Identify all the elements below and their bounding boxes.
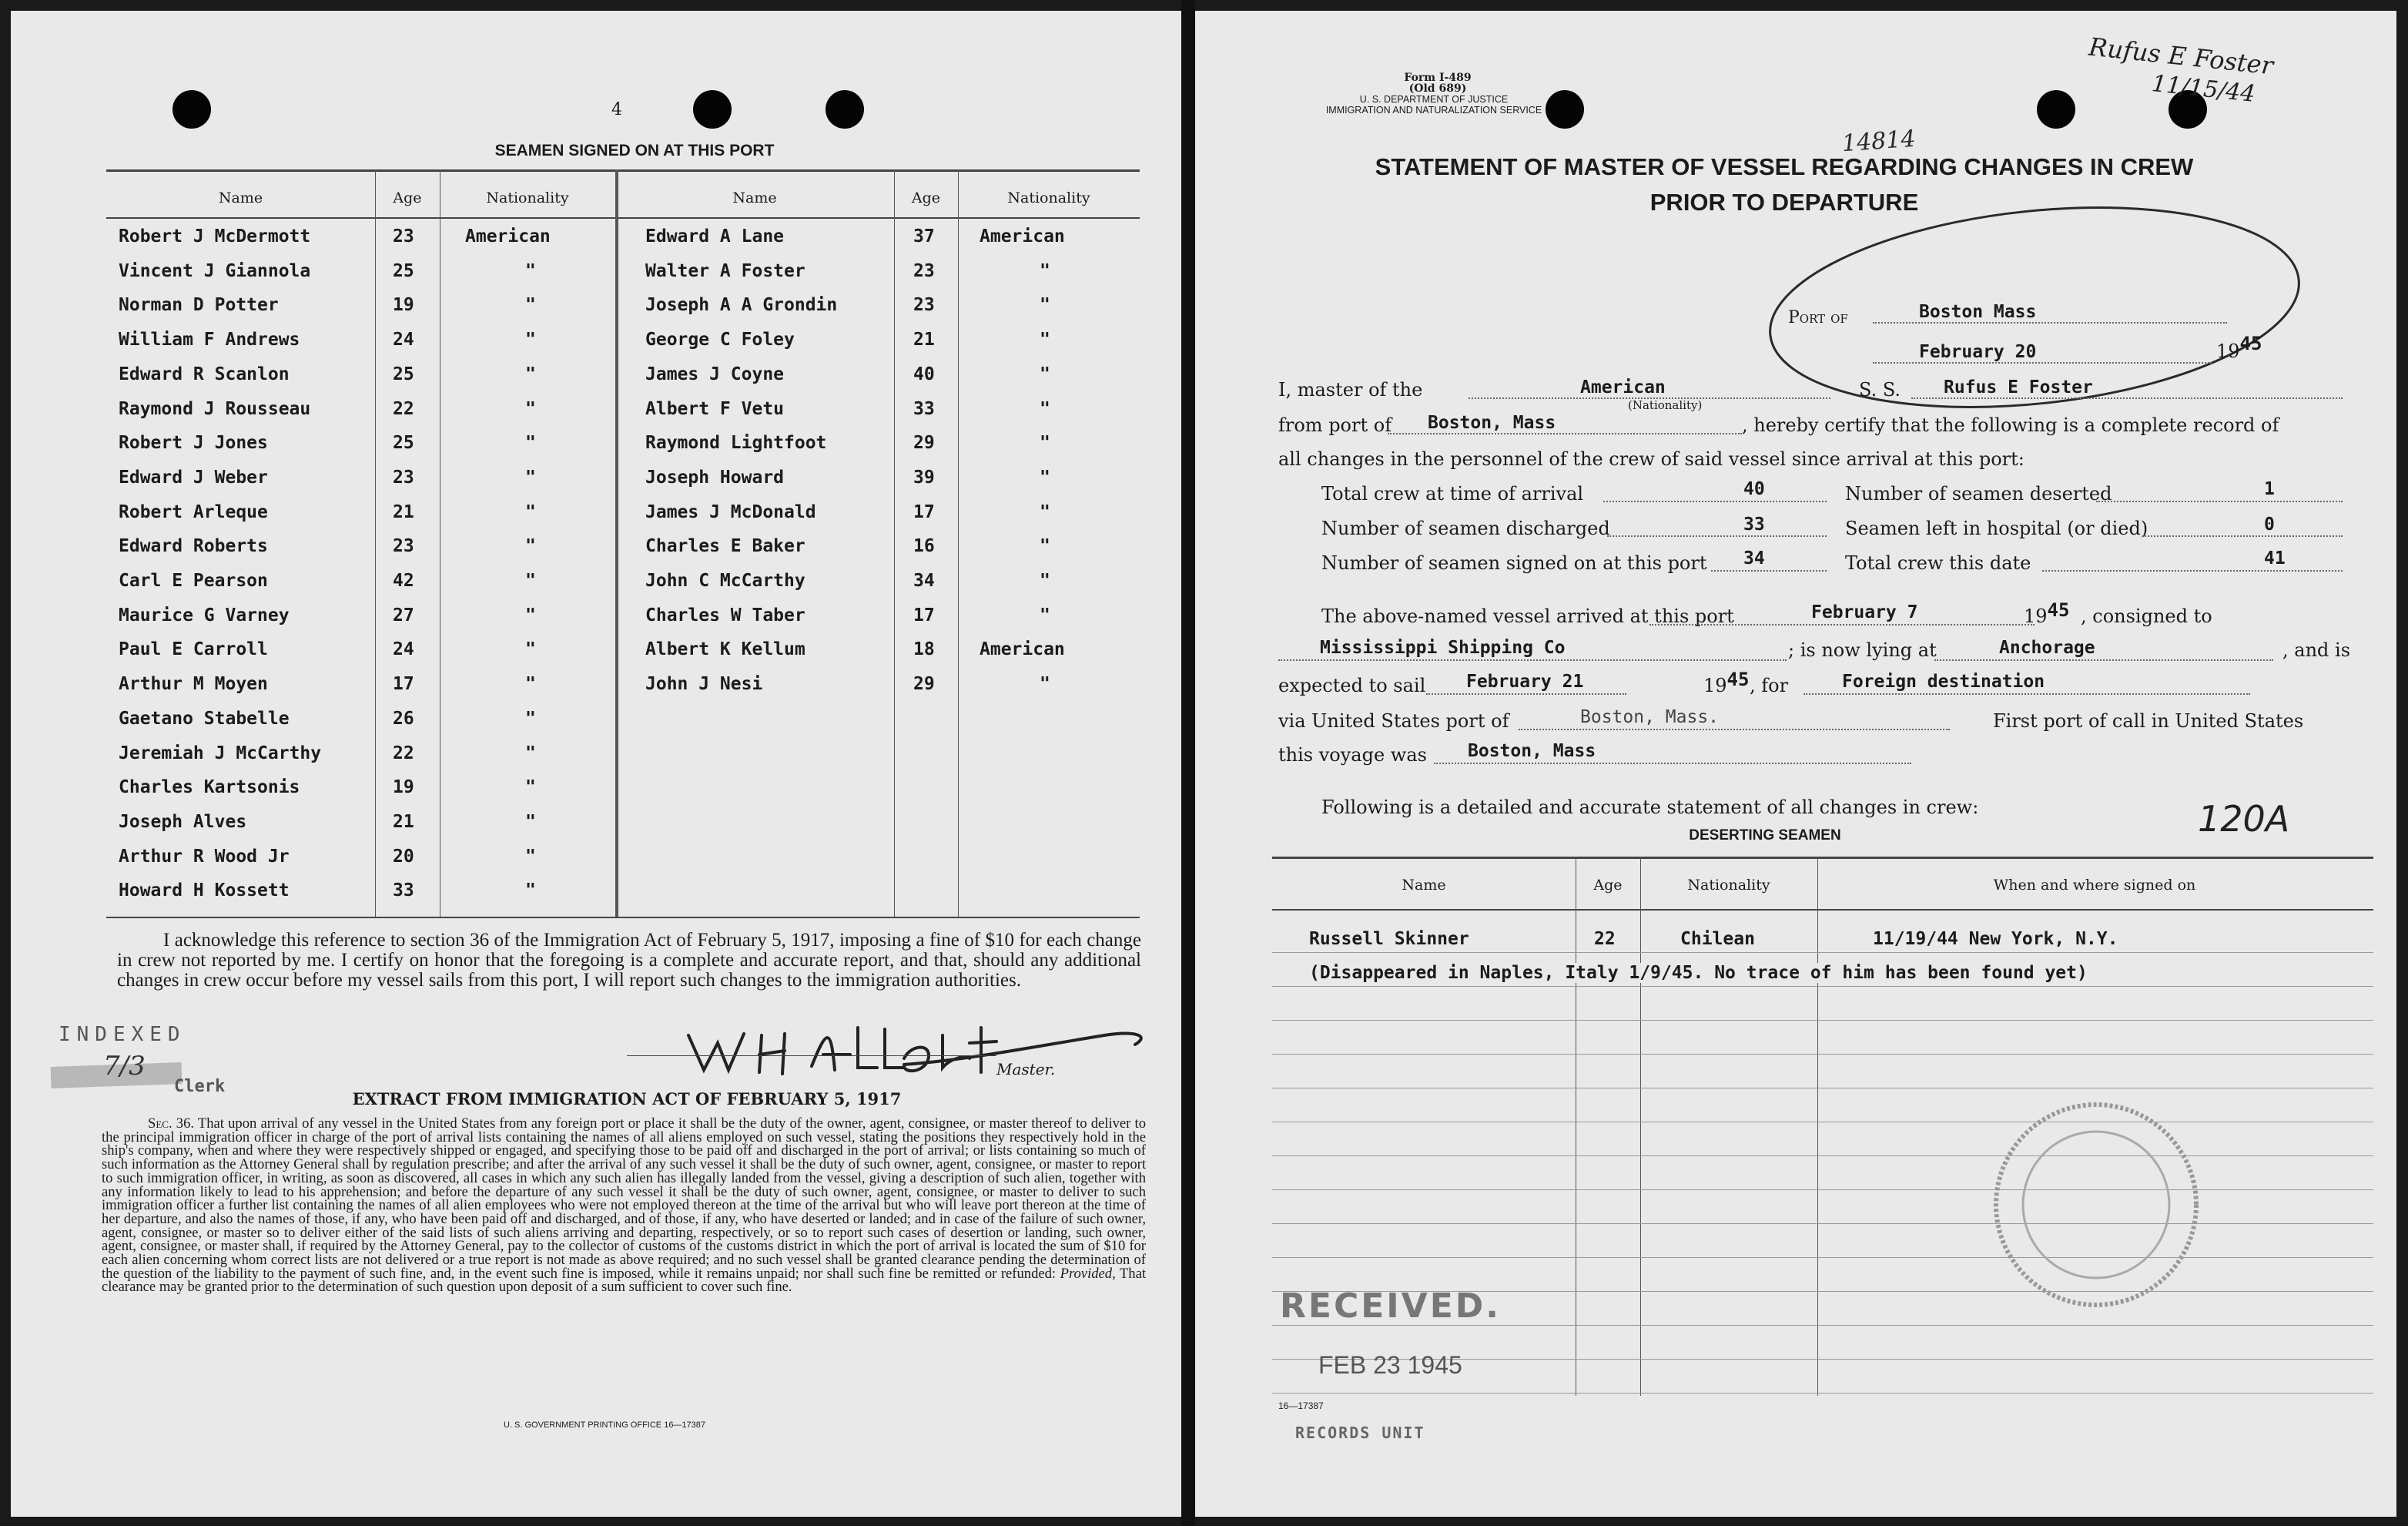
handwritten-vessel-note: Rufus E Foster	[2087, 32, 2275, 81]
seaman-age: 27	[393, 605, 414, 625]
desert-header-nationality: Nationality	[1687, 877, 1770, 894]
seaman-nationality: "	[525, 330, 536, 350]
year-prefix: 19	[2216, 340, 2240, 362]
seaman-name: Joseph Alves	[119, 811, 247, 832]
seaman-name: James J McDonald	[645, 501, 816, 522]
right-page	[1195, 11, 2396, 1517]
seaman-age: 29	[913, 674, 935, 695]
total-date-value: 41	[2264, 548, 2286, 568]
seaman-nationality: "	[1040, 398, 1050, 419]
seaman-nationality: "	[525, 571, 536, 591]
arrived-line	[1649, 624, 2035, 625]
seaman-name: Edward Roberts	[119, 536, 268, 557]
from-port-value: Boston, Mass	[1428, 413, 1556, 433]
lying-line	[1934, 659, 2273, 661]
seaman-nationality: "	[525, 398, 536, 419]
seaman-nationality: "	[1040, 364, 1050, 384]
seaman-nationality: "	[1040, 501, 1050, 522]
for-line	[1803, 693, 2250, 695]
seaman-age: 24	[393, 639, 414, 660]
total-arrival-label: Total crew at time of arrival	[1321, 483, 1584, 505]
col-divider-center	[615, 169, 618, 917]
dot-leader	[1607, 535, 1827, 537]
section-36-text	[102, 1117, 1146, 1294]
desert-age: 22	[1594, 929, 1616, 949]
year-suffix: 45	[2047, 599, 2070, 621]
dot-leader	[2142, 535, 2343, 537]
seaman-name: Robert J McDermott	[119, 226, 311, 247]
certify-text: , hereby certify that the following is a complete record of	[1742, 414, 2279, 436]
department: U. S. DEPARTMENT OF JUSTICE	[1359, 94, 1509, 105]
seaman-age: 23	[393, 536, 414, 557]
seaman-name: Albert F Vetu	[645, 398, 785, 419]
desert-row-rule	[1272, 986, 2373, 987]
date-value: February 20	[1919, 342, 2037, 362]
seaman-name: John C McCarthy	[645, 571, 805, 591]
seaman-nationality: American	[980, 226, 1065, 247]
seaman-age: 17	[913, 501, 935, 522]
col-divider	[958, 169, 959, 917]
punch-hole	[826, 90, 864, 129]
seaman-name: Robert Arleque	[119, 501, 268, 522]
port-of-label: Port of	[1788, 308, 1848, 327]
hospital-value: 0	[2264, 515, 2275, 535]
discharged-label: Number of seamen discharged	[1321, 518, 1610, 539]
initials-handwriting: 7/3	[103, 1051, 146, 1082]
seaman-nationality: "	[525, 433, 536, 454]
all-changes-text: all changes in the personnel of the crew of said vessel since arrival at this port:	[1278, 448, 2025, 470]
date-line	[1873, 362, 2212, 364]
department-heading	[1272, 94, 1596, 116]
desert-table-header-rule	[1272, 909, 2373, 911]
left-page	[11, 11, 1181, 1517]
seaman-age: 19	[393, 777, 414, 798]
seaman-name: Edward A Lane	[645, 226, 785, 247]
seaman-age: 21	[393, 501, 414, 522]
desert-row-rule	[1272, 1393, 2373, 1394]
seaman-age: 21	[913, 330, 935, 350]
col-divider	[894, 169, 895, 917]
seaman-age: 33	[913, 398, 935, 419]
seaman-age: 37	[913, 226, 935, 247]
seaman-age: 22	[393, 743, 414, 763]
seaman-nationality: "	[1040, 467, 1050, 488]
section-title: SEAMEN SIGNED ON AT THIS PORT	[494, 142, 775, 159]
deserted-label: Number of seamen deserted	[1845, 483, 2112, 505]
seaman-name: Paul E Carroll	[119, 639, 268, 660]
master-label: Master.	[996, 1060, 1056, 1078]
handwritten-code: 120A	[2198, 798, 2290, 840]
seaman-nationality: "	[525, 536, 536, 557]
desert-when: 11/19/44 New York, N.Y.	[1873, 929, 2118, 949]
year-prefix: 19	[2024, 605, 2048, 627]
seaman-name: John J Nesi	[645, 674, 763, 695]
nationality-value: American	[1580, 377, 1666, 397]
arrived-date: February 7	[1811, 602, 1918, 622]
seaman-age: 33	[393, 880, 414, 901]
seaman-name: Robert J Jones	[119, 433, 268, 454]
seaman-age: 22	[393, 398, 414, 419]
seaman-name: Edward R Scanlon	[119, 364, 290, 384]
col-divider	[1817, 857, 1818, 1396]
nationality-caption: (Nationality)	[1628, 398, 1703, 412]
via-value: Boston, Mass.	[1580, 707, 1720, 727]
received-date: FEB 23 1945	[1318, 1351, 1462, 1379]
seaman-name: Jeremiah J McCarthy	[119, 743, 322, 763]
printing-office: U. S. GOVERNMENT PRINTING OFFICE 16—17387	[504, 1420, 706, 1430]
hospital-label: Seamen left in hospital (or died)	[1845, 518, 2148, 539]
handwritten-date-note: 11/15/44	[2150, 70, 2257, 108]
desert-row-rule	[1272, 952, 2373, 953]
seaman-nationality: "	[1040, 295, 1050, 316]
seaman-nationality: "	[1040, 674, 1050, 695]
seaman-age: 23	[913, 260, 935, 281]
desert-table-top	[1272, 857, 2373, 859]
expected-year	[1703, 669, 1750, 696]
expected-line	[1426, 693, 1626, 695]
for-value: Foreign destination	[1842, 672, 2045, 692]
seaman-name: Joseph Howard	[645, 467, 785, 488]
seaman-name: James J Coyne	[645, 364, 785, 384]
col-divider	[375, 169, 376, 917]
signed-on-label: Number of seamen signed on at this port	[1321, 552, 1707, 574]
section-label: Sec. 36.	[148, 1115, 195, 1132]
date-year	[2216, 333, 2262, 362]
seaman-name: William F Andrews	[119, 330, 300, 350]
seaman-age: 23	[393, 226, 414, 247]
seaman-name: Carl E Pearson	[119, 571, 268, 591]
dot-leader	[1603, 501, 1827, 502]
seaman-age: 39	[913, 467, 935, 488]
voyage-line	[1434, 763, 1911, 764]
vessel-value: Rufus E Foster	[1944, 377, 2093, 397]
seaman-name: Charles W Taber	[645, 605, 805, 625]
via-label: via United States port of	[1278, 710, 1509, 732]
following-label: Following is a detailed and accurate statement of all changes in crew:	[1321, 797, 1979, 818]
form-id	[1315, 72, 1561, 94]
desert-note: (Disappeared in Naples, Italy 1/9/45. No trace of him has been found yet)	[1309, 963, 2088, 983]
seaman-nationality: "	[525, 295, 536, 316]
arrived-year	[2024, 599, 2070, 627]
seaman-nationality: "	[525, 846, 536, 867]
desert-header-name: Name	[1402, 877, 1446, 894]
dot-leader	[2042, 570, 2343, 572]
seaman-nationality: "	[525, 364, 536, 384]
seaman-nationality: "	[525, 880, 536, 901]
seaman-name: Gaetano Stabelle	[119, 708, 290, 729]
seaman-name: Edward J Weber	[119, 467, 268, 488]
seaman-nationality: "	[525, 467, 536, 488]
master-of-label: I, master of the	[1278, 379, 1423, 401]
header-age: Age	[393, 189, 422, 206]
seaman-name: Howard H Kossett	[119, 880, 290, 901]
seaman-age: 24	[393, 330, 414, 350]
lying-value: Anchorage	[1999, 638, 2095, 658]
signed-on-value: 34	[1743, 548, 1765, 568]
seaman-nationality: "	[525, 743, 536, 763]
punch-hole	[172, 90, 211, 129]
seaman-age: 17	[913, 605, 935, 625]
punch-hole	[2037, 90, 2075, 129]
title-line-1: STATEMENT OF MASTER OF VESSEL REGARDING CHANGES IN CREW	[1375, 153, 2194, 180]
seaman-age: 25	[393, 433, 414, 454]
for-label: , for	[1750, 675, 1789, 696]
consignee-line	[1278, 659, 1787, 661]
seaman-nationality: "	[525, 708, 536, 729]
seaman-age: 25	[393, 364, 414, 384]
desert-header-when: When and where signed on	[1993, 877, 2196, 894]
records-unit-stamp: RECORDS UNIT	[1295, 1424, 1425, 1442]
arrived-label: The above-named vessel arrived at this port	[1321, 605, 1734, 627]
and-is-label: , and is	[2282, 639, 2351, 661]
seaman-name: Vincent J Giannola	[119, 260, 311, 281]
desert-name: Russell Skinner	[1309, 929, 1469, 949]
seaman-age: 17	[393, 674, 414, 695]
seaman-nationality: "	[1040, 536, 1050, 557]
dot-leader	[1711, 570, 1827, 572]
voyage-label: this voyage was	[1278, 744, 1427, 766]
clerk-label: Clerk	[174, 1077, 226, 1096]
section-end: That clearance may be granted prior to the determination of such question upon deposit of a sum sufficient to cover such fine.	[102, 1265, 1146, 1296]
seaman-name: Maurice G Varney	[119, 605, 290, 625]
seaman-age: 29	[913, 433, 935, 454]
via-line	[1519, 729, 1950, 730]
seaman-name: Walter A Foster	[645, 260, 805, 281]
seaman-age: 25	[393, 260, 414, 281]
title-line-2: PRIOR TO DEPARTURE	[1649, 189, 1919, 216]
header-nationality: Nationality	[486, 189, 569, 206]
seaman-nationality: "	[1040, 433, 1050, 454]
year-prefix: 19	[1703, 675, 1727, 696]
seaman-nationality: "	[1040, 330, 1050, 350]
from-port-line	[1388, 433, 1742, 434]
seaman-age: 26	[393, 708, 414, 729]
table-header-rule	[106, 217, 1140, 219]
first-port-label: First port of call in United States	[1993, 710, 2304, 732]
seaman-age: 34	[913, 571, 935, 591]
seaman-nationality: American	[465, 226, 551, 247]
master-signature	[673, 1012, 1166, 1082]
page-gutter	[1181, 0, 1195, 1526]
seaman-nationality: "	[1040, 260, 1050, 281]
lying-label: ; is now lying at	[1788, 639, 1937, 661]
header-age: Age	[911, 189, 941, 206]
seaman-age: 21	[393, 811, 414, 832]
signature-line	[627, 1055, 996, 1056]
seaman-nationality: "	[1040, 571, 1050, 591]
extract-title: EXTRACT FROM IMMIGRATION ACT OF FEBRUARY 5, 1917	[352, 1089, 902, 1108]
expected-date: February 21	[1466, 672, 1584, 692]
seaman-name: Joseph A A Grondin	[645, 295, 838, 316]
year-suffix: 45	[1726, 669, 1750, 690]
header-name: Name	[218, 189, 263, 206]
acknowledgement-text: I acknowledge this reference to section 36 of the Immigration Act of February 5, 1917, imposing a fine of $10 for each change in crew not reported by me. I certify on honor that the foregoing is a complete and accurate report, and that, should any additional changes in crew occur before my vessel sails from this port, I will report such changes to the immigration authorities.	[117, 930, 1141, 991]
desert-nationality: Chilean	[1680, 929, 1755, 949]
circular-stamp	[1981, 1089, 2212, 1320]
desert-row-rule	[1272, 1020, 2373, 1021]
seaman-name: Charles Kartsonis	[119, 777, 300, 798]
seaman-nationality: "	[525, 605, 536, 625]
total-arrival-value: 40	[1743, 479, 1765, 499]
provided-word: Provided,	[1060, 1265, 1116, 1282]
consignee-value: Mississippi Shipping Co	[1320, 638, 1566, 658]
total-date-label: Total crew this date	[1845, 552, 2031, 574]
seaman-name: Arthur R Wood Jr	[119, 846, 290, 867]
year-suffix: 45	[2239, 333, 2262, 354]
vessel-line	[1911, 397, 2343, 399]
seaman-age: 19	[393, 295, 414, 316]
seaman-age: 18	[913, 639, 935, 660]
service: IMMIGRATION AND NATURALIZATION SERVICE	[1325, 105, 1542, 116]
section-body: That upon arrival of any vessel in the United States from any foreign port or place it shall be the duty of the owner, agent, consignee, or master thereof to deliver to the principal immigration officer in charge of the port of arrival lists containing the names of all aliens employed on such vessel, stating the positions they respectively hold in the ship's company, when and where they were respectively shipped or engaged, and specifying those to be paid off and discharged in the port of arrival; or lists containing so much of such information as the Attorney General shall by regulation prescribe; and after the arrival of any such vessel it shall be the duty of such owner, agent, consignee, or master to report to such immigration officer, in writing, as soon as discovered, all cases in which any such alien has illegally landed from the vessel, giving a description of such alien, together with any information likely to lead to his apprehension; and before the departure of any such vessel it shall be the duty of such owner, agent, consignee, or master to deliver to such immigration officer a further list containing the names of all alien employees who were not employed thereon at the time of the arrival but who will leave port thereon at the time of her departure, and also the names of those, if any, who have been paid off and discharged, and of those, if any, who have deserted or landed; and in case of the failure of such owner, agent, consignee, or master so to deliver either of the said lists of such aliens arriving and departing, respectively, or so to report such cases of desertion or landing, such owner, agent, consignee, or master shall, if required by the Attorney General, pay to the collector of customs of the customs district in which the port of arrival is located the sum of $10 for each alien concerning whom correct lists are not delivered or a true report is not made as above required; and no such vessel shall be granted clearance pending the determination of the question of the liability to the payment of such fine, and, in the event such fine is imposed, while it remains unpaid; nor shall such fine be remitted or refunded:	[102, 1115, 1146, 1282]
consigned-label: , consigned to	[2081, 605, 2212, 627]
seaman-name: Arthur M Moyen	[119, 674, 268, 695]
seaman-nationality: "	[525, 639, 536, 660]
seaman-name: George C Foley	[645, 330, 795, 350]
seaman-nationality: American	[980, 639, 1065, 660]
expected-label: expected to sail	[1278, 675, 1426, 696]
seaman-nationality: "	[525, 777, 536, 798]
seaman-age: 23	[913, 295, 935, 316]
table-top-rule	[106, 169, 1140, 172]
table-bottom-rule	[106, 917, 1140, 918]
page-number: 4	[611, 100, 622, 119]
seaman-nationality: "	[525, 260, 536, 281]
port-line	[1873, 322, 2227, 324]
discharged-value: 33	[1743, 515, 1765, 535]
seaman-age: 20	[393, 846, 414, 867]
received-stamp: RECEIVED.	[1280, 1286, 1502, 1326]
header-name: Name	[732, 189, 777, 206]
seaman-name: Raymond Lightfoot	[645, 433, 827, 454]
seaman-nationality: "	[525, 811, 536, 832]
desert-row-rule	[1272, 1054, 2373, 1055]
deserted-value: 1	[2264, 479, 2275, 499]
port-value: Boston Mass	[1919, 302, 2037, 322]
seaman-age: 16	[913, 536, 935, 557]
seaman-name: Albert K Kellum	[645, 639, 805, 660]
form-old-number: (Old 689)	[1408, 82, 1467, 95]
header-nationality: Nationality	[1007, 189, 1090, 206]
handwritten-file-number: 14814	[1840, 125, 1917, 158]
seaman-age: 23	[393, 467, 414, 488]
col-divider	[1640, 857, 1641, 1396]
seaman-nationality: "	[525, 501, 536, 522]
form-number: Form I-489	[1404, 72, 1472, 84]
seaman-nationality: "	[525, 674, 536, 695]
seaman-nationality: "	[1040, 605, 1050, 625]
punch-hole	[693, 90, 732, 129]
from-port-label: from port of	[1278, 414, 1392, 436]
deserting-title: DESERTING SEAMEN	[1689, 827, 1841, 843]
indexed-stamp: INDEXED	[59, 1023, 186, 1046]
desert-header-age: Age	[1593, 877, 1623, 894]
seaman-name: Charles E Baker	[645, 536, 805, 557]
form-print-number: 16—17387	[1278, 1400, 1324, 1411]
seaman-age: 42	[393, 571, 414, 591]
voyage-value: Boston, Mass	[1468, 741, 1596, 761]
seaman-age: 40	[913, 364, 935, 384]
ss-label: S. S.	[1859, 379, 1901, 401]
dot-leader	[2096, 501, 2343, 502]
seaman-name: Norman D Potter	[119, 295, 279, 316]
seaman-name: Raymond J Rousseau	[119, 398, 311, 419]
